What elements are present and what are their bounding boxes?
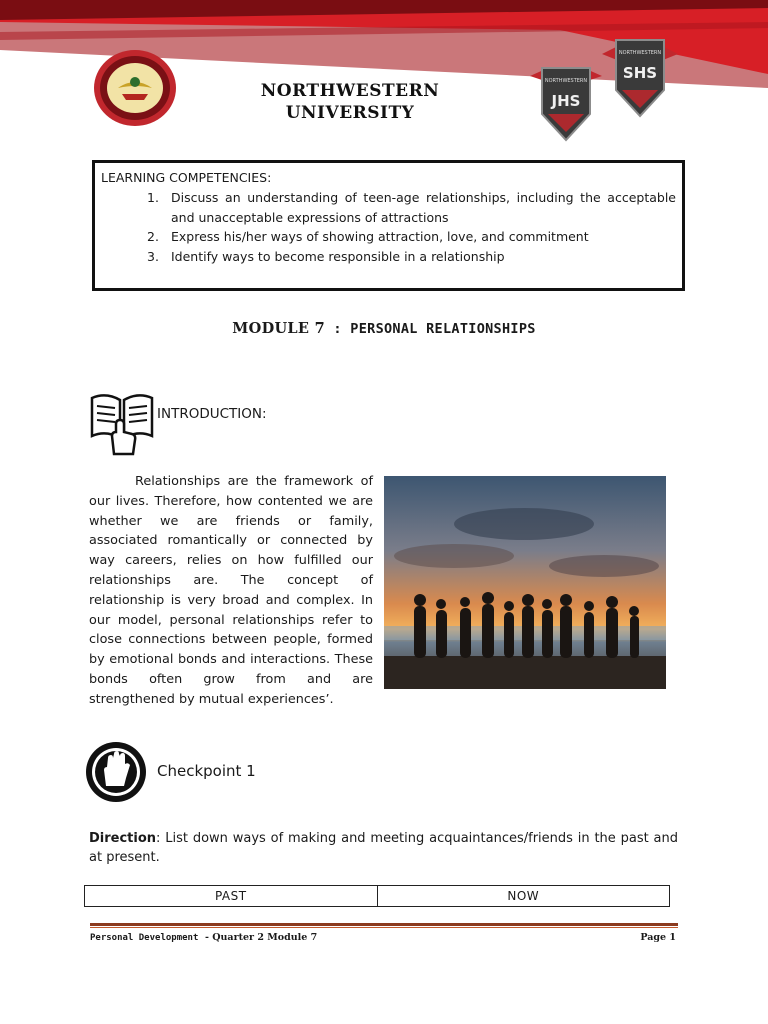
competency-number: 2. xyxy=(147,229,159,244)
past-now-table xyxy=(84,885,670,907)
footer-subject-name: Personal Development xyxy=(90,933,199,943)
svg-text:NORTHWESTERN: NORTHWESTERN xyxy=(544,78,588,84)
competency-item xyxy=(147,227,676,247)
competencies-list xyxy=(147,188,676,266)
direction-body: : List down ways of making and meeting acquaintances/friends in the past and at present. xyxy=(89,831,678,865)
footer-divider-thin xyxy=(90,927,678,928)
footer-quarter: - Quarter 2 Module 7 xyxy=(205,932,318,943)
checkpoint-heading: Checkpoint 1 xyxy=(157,762,256,780)
footer-page-number: Page 1 xyxy=(640,932,676,943)
module-separator: : xyxy=(324,321,351,337)
competency-text: Discuss an understanding of teen-age relationships, including the acceptable and unacceptable expressions of attractions xyxy=(171,190,676,225)
learning-competencies-box xyxy=(92,160,685,291)
open-book-hand-icon xyxy=(88,388,156,456)
university-name-line2: UNIVERSITY xyxy=(285,103,415,123)
direction-text xyxy=(89,829,678,867)
introduction-heading: INTRODUCTION: xyxy=(157,406,267,422)
university-seal-logo xyxy=(92,48,178,128)
column-header-past: PAST xyxy=(85,886,378,907)
competency-item xyxy=(147,247,676,267)
footer-subject xyxy=(90,932,317,943)
competencies-title: LEARNING COMPETENCIES: xyxy=(101,170,272,185)
table-header-row xyxy=(85,886,670,907)
competency-number: 3. xyxy=(147,248,159,264)
competency-text: Express his/her ways of showing attraction, love, and commitment xyxy=(171,229,589,244)
stop-hand-icon xyxy=(84,740,148,804)
module-name: PERSONAL RELATIONSHIPS xyxy=(350,321,536,337)
university-name-line1: NORTHWESTERN xyxy=(260,81,440,101)
jhs-badge-text: JHS xyxy=(551,92,581,110)
footer-divider xyxy=(90,923,678,926)
module-number: MODULE 7 xyxy=(232,320,325,337)
module-title xyxy=(0,320,768,337)
university-name xyxy=(230,80,470,124)
column-header-now: NOW xyxy=(377,886,670,907)
svg-text:NORTHWESTERN: NORTHWESTERN xyxy=(618,50,662,56)
shs-badge-text: SHS xyxy=(622,64,658,82)
competency-text: Identify ways to become responsible in a relationship xyxy=(171,248,505,264)
page-header xyxy=(0,0,768,150)
jhs-badge-logo xyxy=(528,62,604,142)
competency-item xyxy=(147,188,676,227)
shs-badge-logo xyxy=(600,36,680,120)
direction-label: Direction xyxy=(89,831,157,846)
competency-number: 1. xyxy=(147,190,159,205)
sunset-group-photo xyxy=(384,476,666,689)
introduction-paragraph: Relationships are the framework of our lives. Therefore, how contented we are whether we are friends or family, associated romantically or connected by way careers, relies on how fulfilled our relationships are. The concept of relationship is very broad and complex. In our model, personal relationships refer to close connections between people, formed by emotional bonds and interactions. These bonds often grow from and are strengthened by mutual experiences’. xyxy=(89,474,373,707)
